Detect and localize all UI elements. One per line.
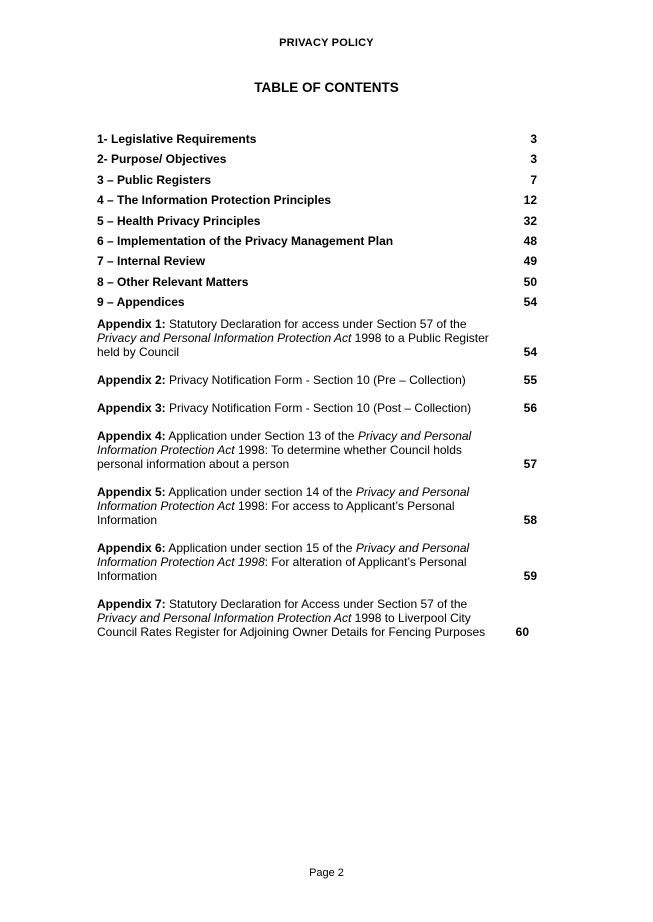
toc-title: TABLE OF CONTENTS xyxy=(254,80,399,95)
toc-entry-page: 54 xyxy=(523,295,537,310)
appendix-desc: Statutory Declaration for access under Section 57 of the xyxy=(165,317,467,331)
toc-entry-label: 6 – Implementation of the Privacy Management Plan xyxy=(97,233,394,248)
toc-appendix-text xyxy=(97,485,509,527)
toc-appendix-page: 58 xyxy=(523,513,537,527)
appendix-label: Appendix 2: xyxy=(97,373,166,387)
toc-entry xyxy=(97,214,537,234)
toc-appendix-entry xyxy=(97,317,537,359)
appendix-desc-tail: 1998 to Liverpool City Council Rates Register for Adjoining Owner Details for Fencing Purposes xyxy=(97,611,486,639)
toc-entry-label: 8 – Other Relevant Matters xyxy=(97,274,249,289)
appendix-label: Appendix 5: xyxy=(97,485,166,499)
appendix-desc-tail: : For alteration of Applicant’s Personal Information xyxy=(97,555,467,583)
toc-entry-page: 3 xyxy=(530,132,537,146)
toc-appendix-text xyxy=(97,373,509,387)
toc-entry-page: 49 xyxy=(523,254,537,269)
appendix-label: Appendix 4: xyxy=(97,429,166,443)
appendix-act-title: Privacy and Personal Information Protection Act xyxy=(97,331,352,345)
toc-entry xyxy=(97,234,537,254)
toc-appendix-entry xyxy=(97,401,537,415)
appendix-act-title: Privacy and Personal Information Protection Act xyxy=(97,485,470,513)
toc-appendix-entry xyxy=(97,429,537,471)
toc-entry-label: 5 – Health Privacy Principles xyxy=(97,213,261,228)
appendix-desc: Privacy Notification Form - Section 10 (Pre – Collection) xyxy=(165,373,466,387)
appendix-desc: Application under section 15 of the xyxy=(165,541,356,555)
toc-entry-page: 32 xyxy=(523,213,537,228)
page-header: PRIVACY POLICY xyxy=(279,37,374,49)
toc-appendix-page: 57 xyxy=(523,457,537,471)
toc-appendix-text xyxy=(97,597,509,639)
toc-appendix-page: 56 xyxy=(523,401,537,415)
toc-entry xyxy=(97,152,537,172)
appendix-desc: Application under section 14 of the xyxy=(165,485,356,499)
appendix-desc-tail: 1998 to a Public Register held by Council xyxy=(97,331,489,359)
toc-appendix-text xyxy=(97,429,509,471)
appendix-desc-tail: 1998: To determine whether Council holds personal information about a person xyxy=(97,443,462,471)
toc-entry xyxy=(97,173,537,193)
toc-appendix-text xyxy=(97,541,509,583)
toc-entry xyxy=(97,275,537,295)
appendix-label: Appendix 7: xyxy=(97,597,166,611)
appendix-act-title: Privacy and Personal Information Protection Act 1998 xyxy=(97,541,470,569)
toc-entry-page: 12 xyxy=(523,193,537,208)
toc-entry-page: 3 xyxy=(530,152,537,167)
toc-entry-label: 9 – Appendices xyxy=(97,295,185,310)
toc-appendix-page: 60 xyxy=(515,625,529,639)
toc-appendix-page: 55 xyxy=(523,373,537,387)
toc-appendix-page: 59 xyxy=(523,569,537,583)
toc-entry-label: 1- Legislative Requirements xyxy=(97,132,257,146)
toc-appendix-text xyxy=(97,401,509,415)
toc-entry-label: 4 – The Information Protection Principles xyxy=(97,193,332,208)
toc-entry-label: 3 – Public Registers xyxy=(97,172,212,187)
appendix-act-title: Privacy and Personal Information Protection Act xyxy=(97,611,352,625)
toc-entry xyxy=(97,254,537,274)
toc-entry xyxy=(97,193,537,213)
toc-entry xyxy=(97,295,537,315)
appendix-desc: Statutory Declaration for Access under Section 57 of the xyxy=(165,597,468,611)
toc-appendix-entry xyxy=(97,597,537,639)
toc-entry-page: 50 xyxy=(523,274,537,289)
toc-appendix-entry xyxy=(97,541,537,583)
appendix-label: Appendix 1: xyxy=(97,317,166,331)
appendix-desc: Privacy Notification Form - Section 10 (Post – Collection) xyxy=(165,401,472,415)
toc-appendix-page: 54 xyxy=(523,345,537,359)
appendix-label: Appendix 6: xyxy=(97,541,166,555)
toc-entry-page: 48 xyxy=(523,233,537,248)
toc-appendix-list xyxy=(97,317,537,639)
appendix-desc: Application under Section 13 of the xyxy=(165,429,358,443)
toc-section-list xyxy=(97,132,537,316)
toc-entry-label: 7 – Internal Review xyxy=(97,254,206,269)
toc-entry-page: 7 xyxy=(530,172,537,187)
toc-entry xyxy=(97,132,537,152)
toc-appendix-entry xyxy=(97,373,537,387)
appendix-desc-tail: 1998: For access to Applicant’s Personal Information xyxy=(97,499,455,527)
page-number: Page 2 xyxy=(309,867,344,879)
toc-entry-label: 2- Purpose/ Objectives xyxy=(97,152,227,167)
appendix-act-title: Privacy and Personal Information Protection Act xyxy=(97,429,472,457)
toc-appendix-entry xyxy=(97,485,537,527)
toc-appendix-text xyxy=(97,317,509,359)
appendix-label: Appendix 3: xyxy=(97,401,166,415)
